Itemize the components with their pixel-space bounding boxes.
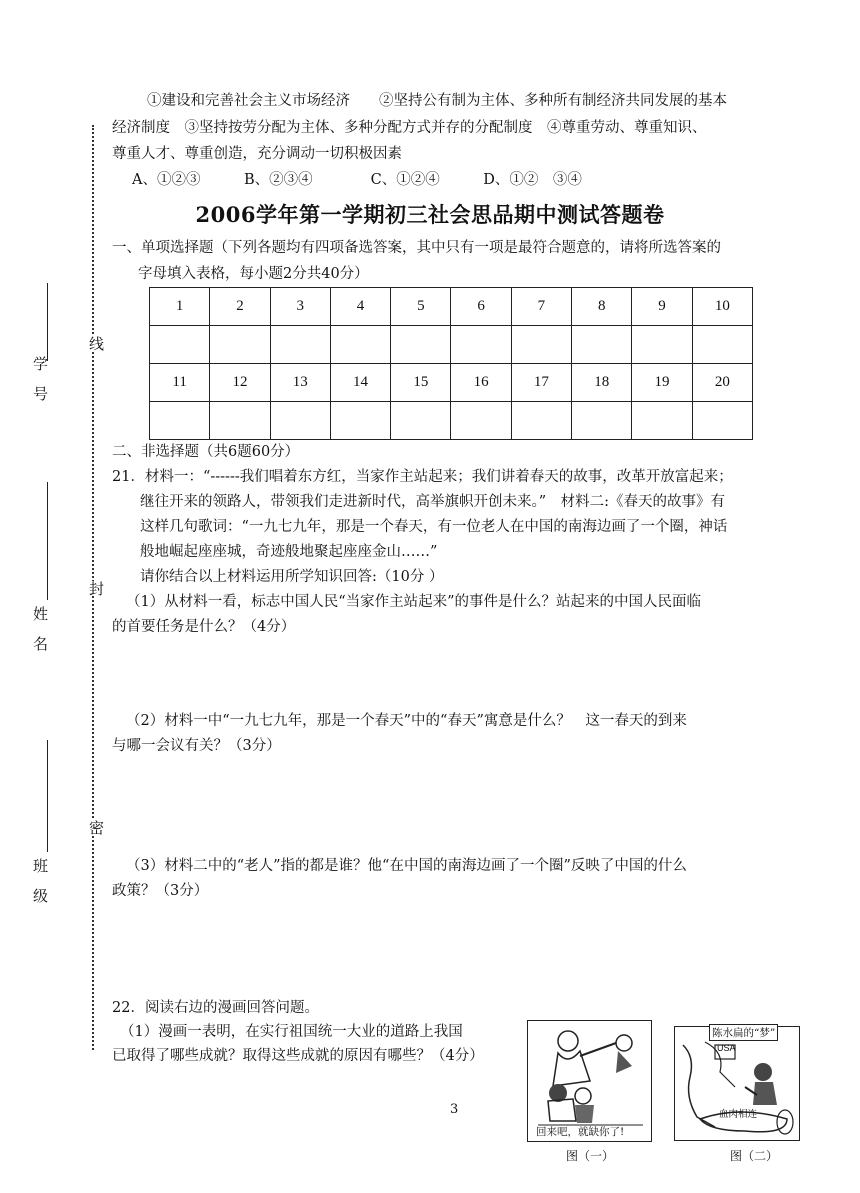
question-number-cell: 8 [572,288,632,326]
question-number-cell: 17 [511,364,571,402]
answer-cell[interactable] [692,402,752,440]
answer-cell[interactable] [572,402,632,440]
options-line-3: 尊重人才、尊重创造，充分调动一切积极因素 [112,146,402,162]
seal-seal-char: 封 [87,581,105,596]
answer-cell[interactable] [391,402,451,440]
answer-grid-header-row-2 [150,364,753,402]
answer-cell[interactable] [511,402,571,440]
q22-sub1-line-b: 已取得了哪些成就？取得这些成就的原因有哪些？（4分） [112,1048,484,1064]
answer-cell[interactable] [451,402,511,440]
question-number-cell: 10 [692,288,752,326]
section1-instructions-line1: 一、单项选择题（下列各题均有四项备选答案，其中只有一项是最符合题意的，请将所选答案的 [112,240,721,256]
answer-cell[interactable] [572,326,632,364]
q21-sub3-line-b: 政策？（3分） [112,883,209,899]
answer-cell[interactable] [210,326,270,364]
answer-cell[interactable] [632,402,692,440]
answer-cell[interactable] [511,326,571,364]
answer-grid-blank-row-1 [150,326,753,364]
page-number: 3 [450,1102,459,1117]
student-number-blank [47,283,48,361]
q21-sub1-line-b: 的首要任务是什么？（4分） [112,619,296,635]
answer-choices: A、①②③ B、②③④ C、①②④ D、①② ③④ [132,172,582,188]
cartoon-one-speech: 回来吧，就缺你了! [536,1126,625,1138]
answer-cell[interactable] [632,326,692,364]
options-line-1: ①建设和完善社会主义市场经济 ②坚持公有制为主体、多种所有制经济共同发展的基本 [147,93,727,109]
question-number-cell: 3 [270,288,330,326]
answer-grid [149,287,753,440]
question-number-cell: 16 [451,364,511,402]
question-number-cell: 13 [270,364,330,402]
question-number-cell: 2 [210,288,270,326]
q22-line-1: 22．阅读右边的漫画回答问题。 [112,1000,319,1016]
question-number-cell: 9 [632,288,692,326]
cartoon-one-caption: 图（一） [566,1149,615,1163]
answer-cell[interactable] [330,402,390,440]
question-number-cell: 19 [632,364,692,402]
seal-secret-char: 密 [87,820,105,835]
question-number-cell: 14 [330,364,390,402]
answer-cell[interactable] [391,326,451,364]
answer-grid-blank-row-2 [150,402,753,440]
q21-sub2-line-a: （2）材料一中“一九七九年，那是一个春天”中的“春天”寓意是什么？ 这一春天的到来 [126,713,687,729]
q22-sub1-line-a: （1）漫画一表明，在实行祖国统一大业的道路上我国 [120,1024,463,1040]
q21-sub3-line-a: （3）材料二中的“老人”指的都是谁？他“在中国的南海边画了一个圈”反映了中国的什么 [126,858,687,874]
cartoon-two [674,1026,800,1141]
cartoon-two-bridge-label: 血肉相连 [719,1109,758,1120]
q21-sub1-line-a: （1）从材料一看，标志中国人民“当家作主站起来”的事件是什么？站起来的中国人民面临 [126,594,702,610]
q21-line-2: 继往开来的领路人，带领我们走进新时代，高举旗帜开创未来。” 材料二:《春天的故事》有 [140,494,726,510]
section1-instructions-line2: 字母填入表格，每小题2分共40分） [138,266,369,282]
answer-cell[interactable] [150,402,210,440]
cartoon-two-illustration [675,1027,799,1140]
student-number-label: 学 号 [31,356,49,401]
options-line-2: 经济制度 ③坚持按劳分配为主体、多种分配方式并存的分配制度 ④尊重劳动、尊重知识、 [112,120,707,136]
student-name-blank [47,482,48,600]
class-label: 班 级 [31,858,49,903]
question-number-cell: 4 [330,288,390,326]
q21-sub2-line-b: 与哪一会议有关？（3分） [112,738,281,754]
cartoon-one-illustration [528,1021,651,1141]
class-blank [47,740,48,852]
question-number-cell: 12 [210,364,270,402]
q21-line-4: 般地崛起座座城，奇迹般地聚起座座金山……” [140,544,438,560]
question-number-cell: 7 [511,288,571,326]
cartoon-one [527,1020,652,1142]
answer-cell[interactable] [150,326,210,364]
answer-cell[interactable] [270,402,330,440]
answer-cell[interactable] [451,326,511,364]
question-number-cell: 15 [391,364,451,402]
q21-line-3: 这样几句歌词：“一九七九年，那是一个春天，有一位老人在中国的南海边画了一个圈，神话 [140,519,728,535]
answer-sheet-title: 2006学年第一学期初三社会思品期中测试答题卷 [195,202,665,227]
q21-line-1: 21．材料一：“------我们唱着东方红，当家作主站起来；我们讲着春天的故事，改革开放富起来； [112,469,733,485]
question-number-cell: 5 [391,288,451,326]
cartoon-two-title: 陈水扁的“梦” [709,1024,778,1041]
seal-line-char: 线 [87,336,105,351]
question-number-cell: 6 [451,288,511,326]
question-number-cell: 20 [692,364,752,402]
answer-cell[interactable] [330,326,390,364]
answer-cell[interactable] [692,326,752,364]
answer-cell[interactable] [270,326,330,364]
cartoon-two-usa-label: USA [717,1043,736,1053]
student-name-label: 姓 名 [31,606,49,651]
answer-cell[interactable] [210,402,270,440]
question-number-cell: 18 [572,364,632,402]
section2-heading: 二、非选择题（共6题60分） [112,444,300,460]
q21-line-5: 请你结合以上材料运用所学知识回答:（10分 ） [140,569,444,585]
cartoon-two-caption: 图（二） [730,1149,779,1163]
answer-grid-header-row-1 [150,288,753,326]
question-number-cell: 1 [150,288,210,326]
question-number-cell: 11 [150,364,210,402]
